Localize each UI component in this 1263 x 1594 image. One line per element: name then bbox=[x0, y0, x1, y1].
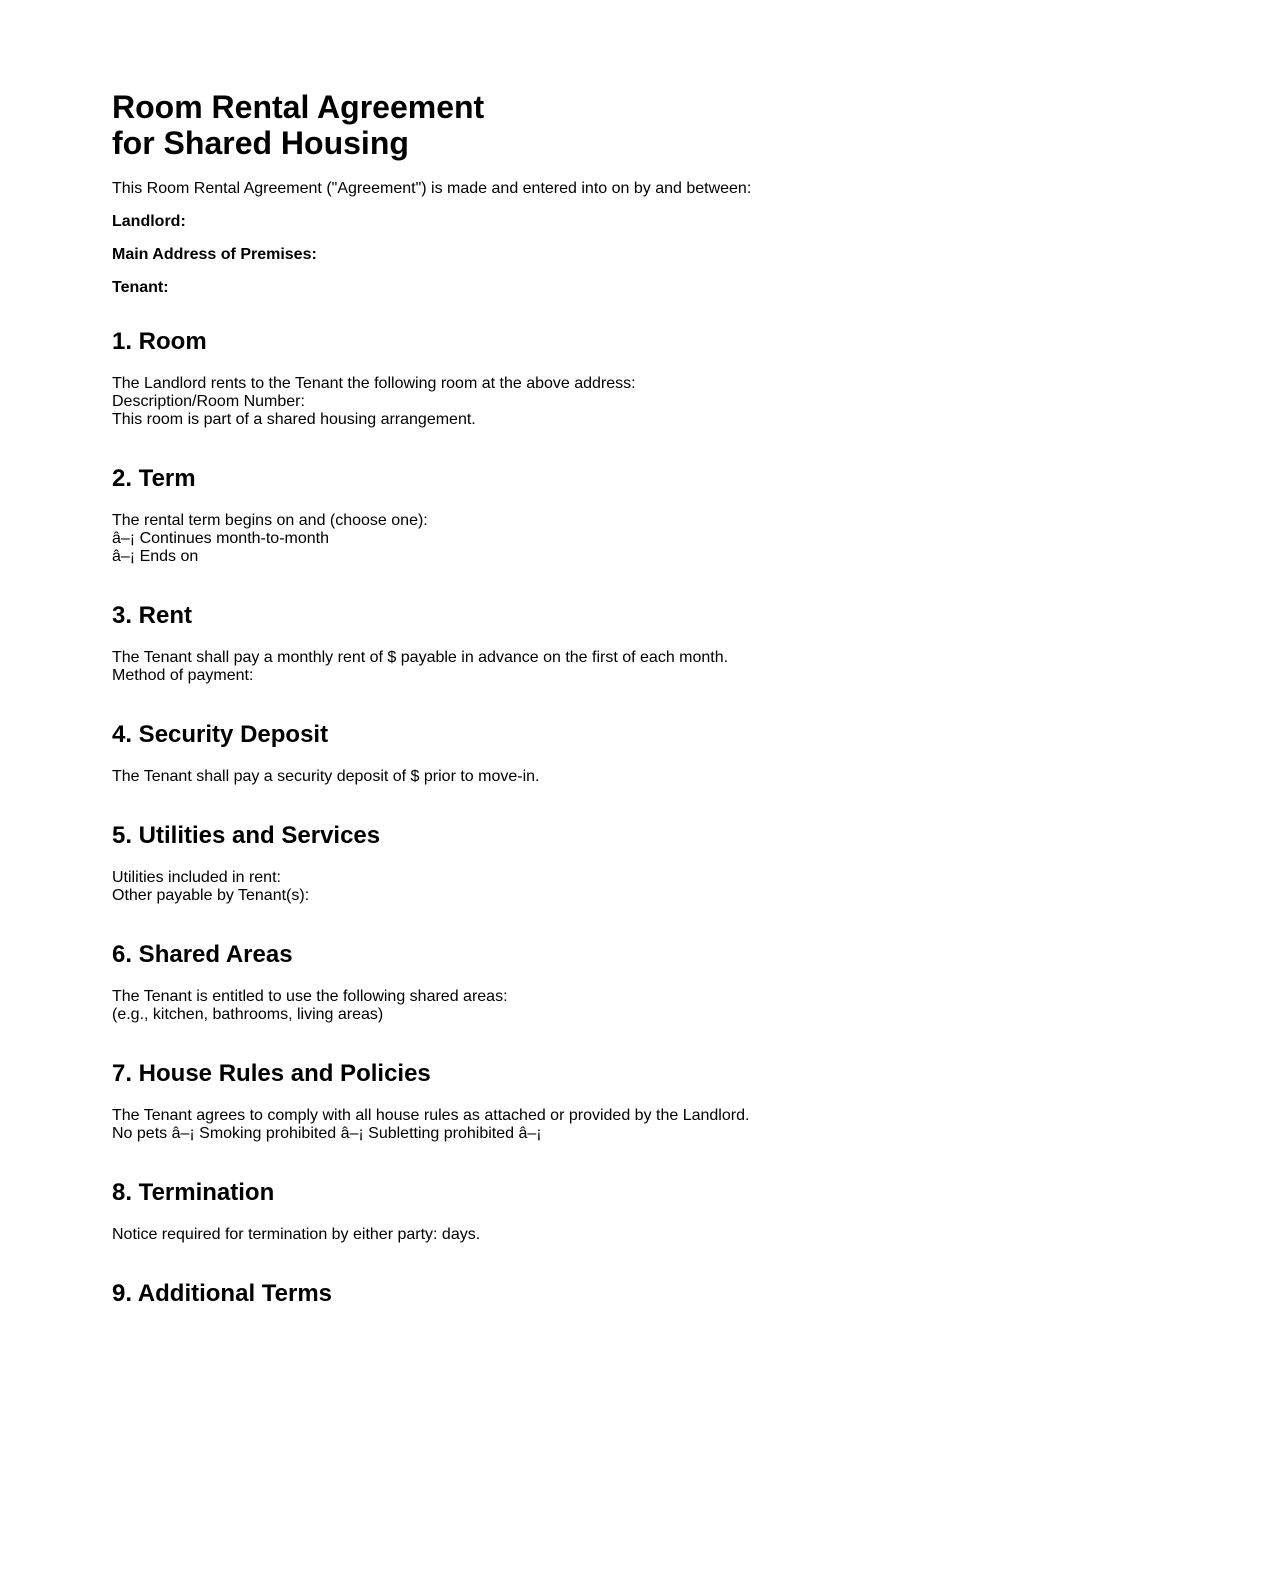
landlord-label: Landlord: bbox=[112, 213, 186, 230]
title-line-1: Room Rental Agreement bbox=[112, 89, 485, 125]
section-heading: 2. Term bbox=[112, 465, 196, 492]
section-utilities bbox=[112, 822, 872, 905]
premises-address-label: Main Address of Premises: bbox=[112, 246, 317, 263]
section-house-rules bbox=[112, 1060, 872, 1143]
section-line: This room is part of a shared housing arrangement. bbox=[112, 411, 476, 428]
section-line: Description/Room Number: bbox=[112, 393, 305, 410]
section-line: The Tenant agrees to comply with all house rules as attached or provided by the Landlord. bbox=[112, 1107, 750, 1124]
section-heading: 8. Termination bbox=[112, 1179, 275, 1206]
section-line: The Tenant shall pay a security deposit of $ prior to move-in. bbox=[112, 768, 540, 785]
section-term bbox=[112, 465, 872, 566]
section-heading: 3. Rent bbox=[112, 602, 193, 629]
section-line: Other payable by Tenant(s): bbox=[112, 887, 310, 904]
section-line: (e.g., kitchen, bathrooms, living areas) bbox=[112, 1006, 384, 1023]
section-termination bbox=[112, 1179, 872, 1244]
section-heading: 4. Security Deposit bbox=[112, 721, 329, 748]
section-line: The rental term begins on and (choose one): bbox=[112, 512, 428, 529]
section-line: The Landlord rents to the Tenant the following room at the above address: bbox=[112, 375, 636, 392]
section-heading: 6. Shared Areas bbox=[112, 941, 293, 968]
house-rules-checkboxes: No pets â–¡ Smoking prohibited â–¡ Subletting prohibited â–¡ bbox=[112, 1125, 542, 1142]
document bbox=[112, 89, 872, 1327]
section-line: Utilities included in rent: bbox=[112, 869, 281, 886]
section-additional-terms bbox=[112, 1280, 872, 1308]
section-line: The Tenant is entitled to use the following shared areas: bbox=[112, 988, 508, 1005]
section-line: The Tenant shall pay a monthly rent of $ payable in advance on the first of each month. bbox=[112, 649, 729, 666]
checkbox-option-ends-on: â–¡ Ends on bbox=[112, 548, 199, 565]
section-heading: 1. Room bbox=[112, 328, 207, 355]
page-title bbox=[112, 89, 872, 161]
section-shared-areas bbox=[112, 941, 872, 1024]
tenant-label: Tenant: bbox=[112, 279, 169, 296]
section-heading: 9. Additional Terms bbox=[112, 1280, 333, 1307]
section-rent bbox=[112, 602, 872, 685]
section-room bbox=[112, 328, 872, 429]
section-heading: 5. Utilities and Services bbox=[112, 822, 381, 849]
section-heading: 7. House Rules and Policies bbox=[112, 1060, 431, 1087]
intro-paragraph: This Room Rental Agreement ("Agreement") is made and entered into on by and between: bbox=[112, 180, 752, 197]
section-security-deposit bbox=[112, 721, 872, 786]
checkbox-option-month-to-month: â–¡ Continues month-to-month bbox=[112, 530, 329, 547]
section-line: Notice required for termination by either party: days. bbox=[112, 1226, 481, 1243]
section-line: Method of payment: bbox=[112, 667, 254, 684]
title-line-2: for Shared Housing bbox=[112, 125, 409, 161]
